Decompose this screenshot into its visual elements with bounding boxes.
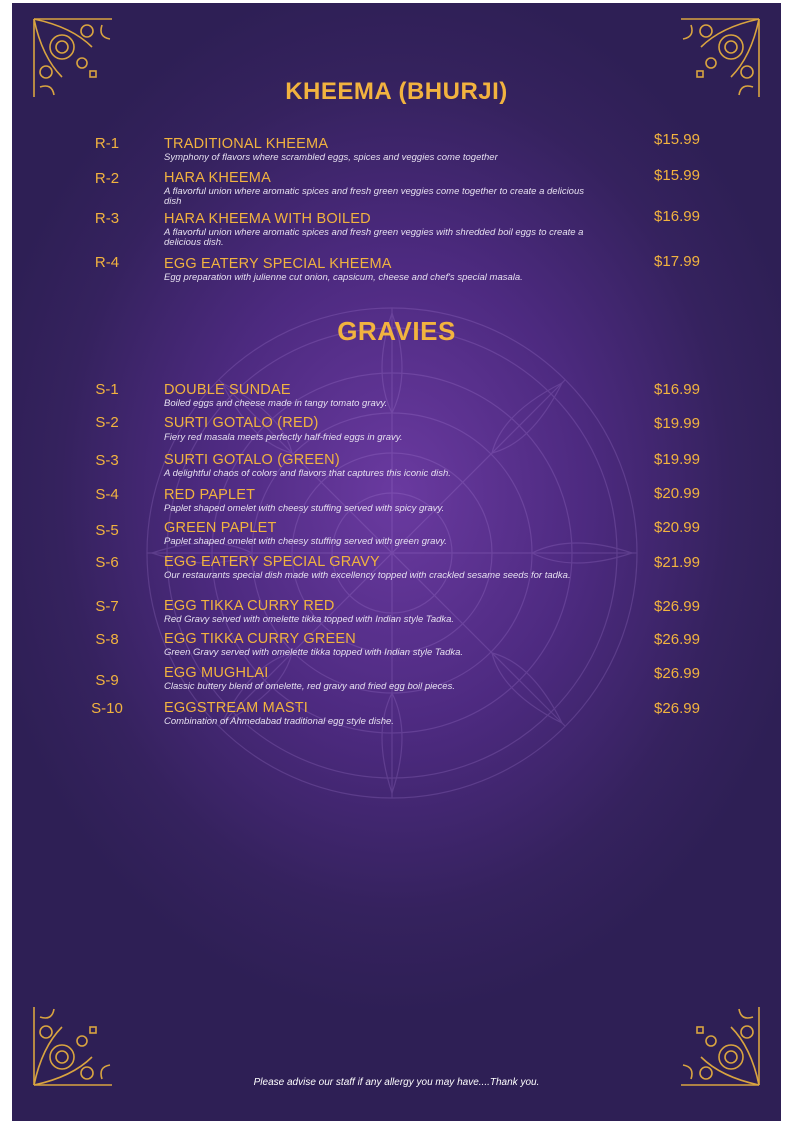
item-price: $16.99 [654, 381, 700, 398]
item-code: S-9 [95, 672, 119, 689]
item-price: $19.99 [654, 415, 700, 432]
item-description: Our restaurants special dish made with excellency topped with crackled sesame seeds for tadka. [164, 570, 571, 581]
item-code: S-4 [95, 486, 119, 503]
item-price: $20.99 [654, 485, 700, 502]
section-title-gravies: GRAVIES [337, 316, 456, 346]
item-name: EGG TIKKA CURRY RED [164, 598, 335, 614]
item-price: $26.99 [654, 631, 700, 648]
corner-ornament-icon [679, 1005, 761, 1087]
corner-ornament-icon [32, 1005, 114, 1087]
item-code: R-2 [94, 170, 120, 187]
item-code: S-3 [95, 452, 119, 469]
item-code: S-8 [95, 631, 119, 648]
item-name: RED PAPLET [164, 487, 256, 503]
item-name: SURTI GOTALO (RED) [164, 415, 319, 431]
item-name: EGG TIKKA CURRY GREEN [164, 631, 356, 647]
item-name: DOUBLE SUNDAE [164, 382, 291, 398]
item-code: S-5 [95, 522, 119, 539]
section-title-kheema: KHEEMA (BHURJI) [285, 78, 508, 105]
item-price: $15.99 [654, 131, 700, 148]
item-description: Fiery red masala meets perfectly half-fried eggs in gravy. [164, 432, 403, 443]
item-description: Classic buttery blend of omelette, red gravy and fried egg boil pieces. [164, 681, 455, 692]
item-code: S-7 [95, 598, 119, 615]
item-price: $26.99 [654, 700, 700, 717]
item-price: $15.99 [654, 167, 700, 184]
item-code: S-1 [95, 381, 119, 398]
item-name: EGG MUGHLAI [164, 665, 269, 681]
item-price: $17.99 [654, 253, 700, 270]
item-name: HARA KHEEMA WITH BOILED [164, 211, 371, 227]
item-description: Red Gravy served with omelette tikka topped with Indian style Tadka. [164, 614, 455, 625]
item-code: R-4 [94, 254, 120, 271]
allergy-notice: Please advise our staff if any allergy you may have....Thank you. [253, 1077, 540, 1088]
item-description: Paplet shaped omelet with cheesy stuffing served with spicy gravy. [164, 503, 445, 514]
item-price: $26.99 [654, 665, 700, 682]
item-code: R-3 [94, 210, 120, 227]
item-code: S-2 [95, 414, 119, 431]
item-price: $19.99 [654, 451, 700, 468]
item-code: S-6 [95, 554, 119, 571]
item-code: R-1 [94, 135, 120, 152]
item-description: A flavorful union where aromatic spices and fresh green veggies come together to create a delicious dish [164, 186, 584, 207]
item-name: EGG EATERY SPECIAL KHEEMA [164, 256, 392, 272]
item-price: $21.99 [654, 554, 700, 571]
item-description: Boiled eggs and cheese made in tangy tomato gravy. [164, 398, 388, 409]
item-name: EGG EATERY SPECIAL GRAVY [164, 554, 380, 570]
menu-page [12, 3, 781, 1121]
item-name: GREEN PAPLET [164, 520, 277, 536]
item-description: A flavorful union where aromatic spices and fresh green veggies with shredded boil eggs to create a delicious dish. [164, 227, 584, 248]
item-name: EGGSTREAM MASTI [164, 700, 308, 716]
item-description: Green Gravy served with omelette tikka topped with Indian style Tadka. [164, 647, 464, 658]
item-description: Combination of Ahmedabad traditional egg style dishe. [164, 716, 394, 727]
item-price: $26.99 [654, 598, 700, 615]
item-price: $20.99 [654, 519, 700, 536]
item-description: Egg preparation with julienne cut onion, capsicum, cheese and chef's special masala. [164, 272, 523, 283]
item-name: TRADITIONAL KHEEMA [164, 136, 329, 152]
item-code: S-10 [91, 700, 123, 717]
item-name: HARA KHEEMA [164, 170, 271, 186]
item-description: A delightful chaos of colors and flavors that captures this iconic dish. [164, 468, 451, 479]
item-name: SURTI GOTALO (GREEN) [164, 452, 340, 468]
item-price: $16.99 [654, 208, 700, 225]
item-description: Paplet shaped omelet with cheesy stuffing served with green gravy. [164, 536, 447, 547]
item-description: Symphony of flavors where scrambled eggs, spices and veggies come together [164, 152, 498, 163]
